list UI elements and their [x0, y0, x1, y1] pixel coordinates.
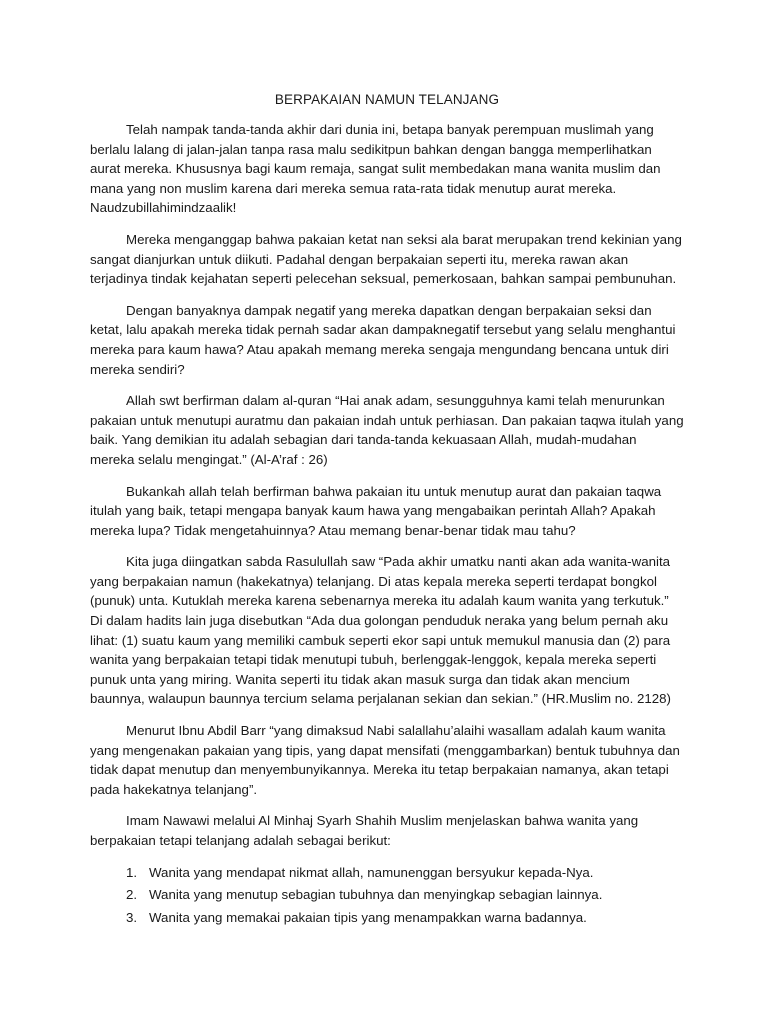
list-item	[90, 863, 684, 883]
paragraph-3: Dengan banyaknya dampak negatif yang mereka dapatkan dengan berpakaian seksi dan ketat, lalu apakah mereka tidak pernah sadar akan dampaknegatif tersebut yang selalu menghantui mereka para kaum hawa? Atau apakah memang mereka sengaja mengundang bencana untuk diri mereka sendiri?	[90, 302, 676, 377]
list-number: 3.	[126, 909, 138, 925]
document-title: BERPAKAIAN NAMUN TELANJANG	[274, 92, 500, 107]
list-item	[90, 885, 684, 905]
paragraph-6: Kita juga diingatkan sabda Rasulullah saw “Pada akhir umatku nanti akan ada wanita-wanita yang berpakaian namun (hakekatnya) telanjang. Di atas kepala mereka seperti terdapat bongkol (punuk) unta. Kutuklah mereka karena sebenarnya mereka itu adalah kaum wanita yang terkutuk.” Di dalam hadits lain juga disebutkan “Ada dua golongan penduduk neraka yang belum pernah aku lihat: (1) suatu kaum yang memiliki cambuk seperti ekor sapi untuk memukul manusia dan (2) para wanita yang berpakaian tetapi tidak menutupi tubuh, berlenggak-lenggok, kepala mereka seperti punuk unta yang miring. Wanita seperti itu tidak akan masuk surga dan tidak akan mencium baunnya, walaupun baunnya tercium selama perjalanan sekian dan sekian.” (HR.Muslim no. 2128)	[90, 554, 671, 707]
paragraph-1: Telah nampak tanda-tanda akhir dari dunia ini, betapa banyak perempuan muslimah yang berlalu lalang di jalan-jalan tanpa rasa malu sedikitpun bahkan dengan bangga memperlihatkan aurat mereka. Khususnya bagi kaum remaja, sangat sulit membedakan mana wanita muslim dan mana yang non muslim karena dari mereka semua rata-rata tidak menutup aurat mereka. Naudzubillahimindzaalik!	[90, 122, 661, 216]
list-item	[90, 908, 684, 928]
paragraph-7: Menurut Ibnu Abdil Barr “yang dimaksud Nabi salallahu’alaihi wasallam adalah kaum wanita yang mengenakan pakaian yang tipis, yang dapat mensifati (menggambarkan) bentuk tubuhnya dan tidak dapat menutup dan menyembunyikannya. Mereka itu tetap berpakaian namanya, akan tetapi pada hakekatnya telanjang”.	[90, 723, 680, 797]
paragraph-2: Mereka menganggap bahwa pakaian ketat nan seksi ala barat merupakan trend kekinian yang sangat dianjurkan untuk diikuti. Padahal dengan berpakaian seperti itu, mereka rawan akan terjadinya tindak kejahatan seperti pelecehan seksual, pemerkosaan, bahkan sampai pembunuhan.	[90, 231, 682, 287]
list-text: Wanita yang mendapat nikmat allah, namunenggan bersyukur kepada-Nya.	[149, 864, 594, 880]
list-number: 1.	[126, 864, 138, 880]
paragraph-4: Allah swt berfirman dalam al-quran “Hai anak adam, sesungguhnya kami telah menurunkan pakaian untuk menutupi auratmu dan pakaian indah untuk perhiasan. Dan pakaian taqwa itulah yang baik. Yang demikian itu adalah sebagian dari tanda-tanda kekuasaan Allah, mudah-mudahan mereka selalu mengingat.” (Al-A’raf : 26)	[90, 393, 684, 467]
numbered-list	[90, 863, 684, 928]
paragraph-5: Bukankah allah telah berfirman bahwa pakaian itu untuk menutup aurat dan pakaian taqwa itulah yang baik, tetapi mengapa banyak kaum hawa yang mengabaikan perintah Allah? Apakah mereka lupa? Tidak mengetahuinnya? Atau memang benar-benar tidak mau tahu?	[90, 483, 662, 538]
list-text: Wanita yang memakai pakaian tipis yang menampakkan warna badannya.	[149, 909, 587, 925]
list-text: Wanita yang menutup sebagian tubuhnya dan menyingkap sebagian lainnya.	[149, 887, 603, 903]
paragraph-8: Imam Nawawi melalui Al Minhaj Syarh Shahih Muslim menjelaskan bahwa wanita yang berpakaian tetapi telanjang adalah sebagai berikut:	[90, 813, 639, 848]
list-number: 2.	[126, 887, 138, 903]
